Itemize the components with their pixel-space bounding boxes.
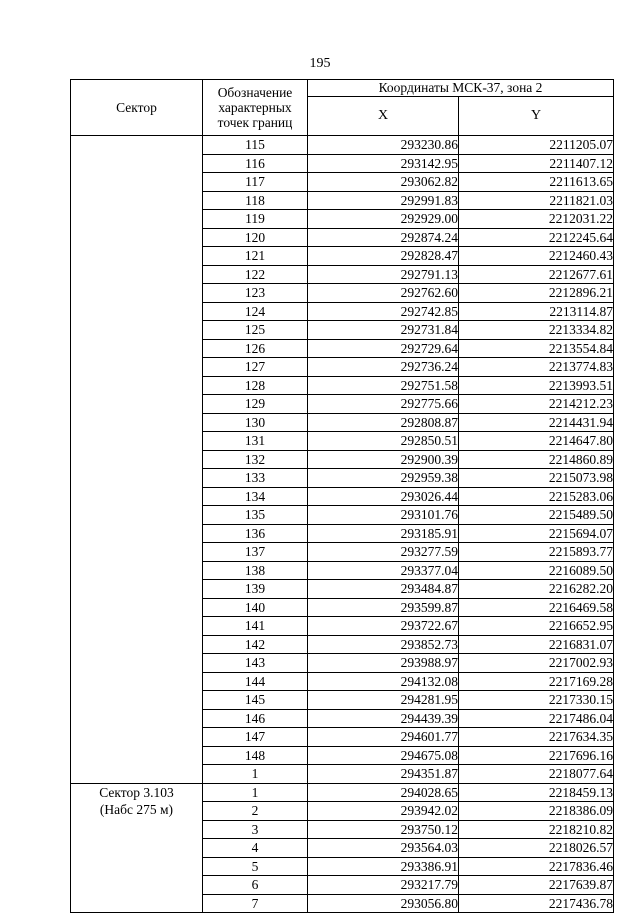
- point-cell: 132: [203, 450, 308, 469]
- point-cell: 1: [203, 783, 308, 802]
- point-cell: 129: [203, 395, 308, 414]
- y-cell: 2216652.95: [459, 617, 614, 636]
- x-cell: 293062.82: [308, 173, 459, 192]
- x-cell: 293386.91: [308, 857, 459, 876]
- y-cell: 2217436.78: [459, 894, 614, 913]
- y-cell: 2216282.20: [459, 580, 614, 599]
- x-cell: 293217.79: [308, 876, 459, 895]
- y-cell: 2212896.21: [459, 284, 614, 303]
- x-cell: 293484.87: [308, 580, 459, 599]
- x-cell: 293852.73: [308, 635, 459, 654]
- y-cell: 2217836.46: [459, 857, 614, 876]
- y-cell: 2216831.07: [459, 635, 614, 654]
- point-cell: 126: [203, 339, 308, 358]
- sector-label: Сектор 3.103: [99, 784, 174, 800]
- point-cell: 119: [203, 210, 308, 229]
- x-cell: 293185.91: [308, 524, 459, 543]
- table-row: [71, 136, 614, 155]
- table-body: [71, 136, 614, 913]
- point-cell: 3: [203, 820, 308, 839]
- point-cell: 116: [203, 154, 308, 173]
- y-cell: 2212031.22: [459, 210, 614, 229]
- x-cell: 292959.38: [308, 469, 459, 488]
- x-cell: 292731.84: [308, 321, 459, 340]
- point-cell: 5: [203, 857, 308, 876]
- header-x: X: [308, 97, 459, 136]
- point-cell: 118: [203, 191, 308, 210]
- x-cell: 292828.47: [308, 247, 459, 266]
- y-cell: 2211407.12: [459, 154, 614, 173]
- x-cell: 293277.59: [308, 543, 459, 562]
- point-cell: 131: [203, 432, 308, 451]
- y-cell: 2214860.89: [459, 450, 614, 469]
- point-cell: 142: [203, 635, 308, 654]
- y-cell: 2213774.83: [459, 358, 614, 377]
- x-cell: 293230.86: [308, 136, 459, 155]
- coordinates-table: [70, 79, 614, 913]
- x-cell: 293988.97: [308, 654, 459, 673]
- point-cell: 2: [203, 802, 308, 821]
- point-cell: 134: [203, 487, 308, 506]
- y-cell: 2214212.23: [459, 395, 614, 414]
- y-cell: 2215694.07: [459, 524, 614, 543]
- table-header: [71, 80, 614, 136]
- x-cell: 292762.60: [308, 284, 459, 303]
- point-cell: 128: [203, 376, 308, 395]
- sector-cell: [71, 783, 203, 913]
- y-cell: 2214647.80: [459, 432, 614, 451]
- y-cell: 2213334.82: [459, 321, 614, 340]
- y-cell: 2217634.35: [459, 728, 614, 747]
- x-cell: 293056.80: [308, 894, 459, 913]
- x-cell: 294601.77: [308, 728, 459, 747]
- x-cell: 294675.08: [308, 746, 459, 765]
- x-cell: 292900.39: [308, 450, 459, 469]
- x-cell: 293377.04: [308, 561, 459, 580]
- x-cell: 293750.12: [308, 820, 459, 839]
- x-cell: 293564.03: [308, 839, 459, 858]
- point-cell: 146: [203, 709, 308, 728]
- x-cell: 293142.95: [308, 154, 459, 173]
- header-point-designation: [203, 80, 308, 136]
- x-cell: 292736.24: [308, 358, 459, 377]
- y-cell: 2211613.65: [459, 173, 614, 192]
- y-cell: 2212460.43: [459, 247, 614, 266]
- x-cell: 293026.44: [308, 487, 459, 506]
- header-sector: Сектор: [71, 80, 203, 136]
- point-cell: 143: [203, 654, 308, 673]
- y-cell: 2212245.64: [459, 228, 614, 247]
- y-cell: 2217639.87: [459, 876, 614, 895]
- point-cell: 148: [203, 746, 308, 765]
- y-cell: 2216089.50: [459, 561, 614, 580]
- point-cell: 138: [203, 561, 308, 580]
- point-cell: 144: [203, 672, 308, 691]
- x-cell: 292742.85: [308, 302, 459, 321]
- point-cell: 117: [203, 173, 308, 192]
- y-cell: 2217486.04: [459, 709, 614, 728]
- y-cell: 2217002.93: [459, 654, 614, 673]
- y-cell: 2213554.84: [459, 339, 614, 358]
- x-cell: 293101.76: [308, 506, 459, 525]
- point-cell: 7: [203, 894, 308, 913]
- y-cell: 2212677.61: [459, 265, 614, 284]
- point-cell: 133: [203, 469, 308, 488]
- page-number: 195: [309, 56, 331, 71]
- y-cell: 2218077.64: [459, 765, 614, 784]
- point-cell: 135: [203, 506, 308, 525]
- y-cell: 2213114.87: [459, 302, 614, 321]
- point-cell: 124: [203, 302, 308, 321]
- x-cell: 292775.66: [308, 395, 459, 414]
- y-cell: 2218026.57: [459, 839, 614, 858]
- point-cell: 127: [203, 358, 308, 377]
- x-cell: 292729.64: [308, 339, 459, 358]
- y-cell: 2211821.03: [459, 191, 614, 210]
- point-cell: 123: [203, 284, 308, 303]
- y-cell: 2213993.51: [459, 376, 614, 395]
- point-cell: 125: [203, 321, 308, 340]
- y-cell: 2216469.58: [459, 598, 614, 617]
- y-cell: 2215283.06: [459, 487, 614, 506]
- sector-cell: [71, 136, 203, 784]
- x-cell: 294028.65: [308, 783, 459, 802]
- x-cell: 292850.51: [308, 432, 459, 451]
- point-cell: 147: [203, 728, 308, 747]
- x-cell: 294351.87: [308, 765, 459, 784]
- x-cell: 292791.13: [308, 265, 459, 284]
- table-row: [71, 783, 614, 802]
- header-coordinates: Координаты МСК-37, зона 2: [308, 80, 614, 97]
- y-cell: 2217330.15: [459, 691, 614, 710]
- point-cell: 4: [203, 839, 308, 858]
- header-y: Y: [459, 97, 614, 136]
- point-cell: 6: [203, 876, 308, 895]
- x-cell: 294132.08: [308, 672, 459, 691]
- x-cell: 292929.00: [308, 210, 459, 229]
- point-cell: 139: [203, 580, 308, 599]
- point-cell: 1: [203, 765, 308, 784]
- point-cell: 120: [203, 228, 308, 247]
- point-cell: 130: [203, 413, 308, 432]
- x-cell: 292991.83: [308, 191, 459, 210]
- x-cell: 292751.58: [308, 376, 459, 395]
- point-cell: 122: [203, 265, 308, 284]
- point-cell: 145: [203, 691, 308, 710]
- y-cell: 2218459.13: [459, 783, 614, 802]
- y-cell: 2218210.82: [459, 820, 614, 839]
- x-cell: 293942.02: [308, 802, 459, 821]
- y-cell: 2215073.98: [459, 469, 614, 488]
- point-cell: 140: [203, 598, 308, 617]
- x-cell: 294439.39: [308, 709, 459, 728]
- sector-label: (Набс 275 м): [99, 802, 174, 817]
- x-cell: 293599.87: [308, 598, 459, 617]
- y-cell: 2215489.50: [459, 506, 614, 525]
- point-cell: 137: [203, 543, 308, 562]
- y-cell: 2215893.77: [459, 543, 614, 562]
- header-point-line: Обозначение: [217, 85, 293, 100]
- y-cell: 2217696.16: [459, 746, 614, 765]
- point-cell: 136: [203, 524, 308, 543]
- x-cell: 293722.67: [308, 617, 459, 636]
- header-point-line: характерных: [218, 100, 292, 115]
- x-cell: 294281.95: [308, 691, 459, 710]
- point-cell: 115: [203, 136, 308, 155]
- y-cell: 2217169.28: [459, 672, 614, 691]
- y-cell: 2218386.09: [459, 802, 614, 821]
- y-cell: 2211205.07: [459, 136, 614, 155]
- point-cell: 121: [203, 247, 308, 266]
- point-cell: 141: [203, 617, 308, 636]
- header-point-line: точек границ: [217, 115, 293, 130]
- x-cell: 292808.87: [308, 413, 459, 432]
- x-cell: 292874.24: [308, 228, 459, 247]
- y-cell: 2214431.94: [459, 413, 614, 432]
